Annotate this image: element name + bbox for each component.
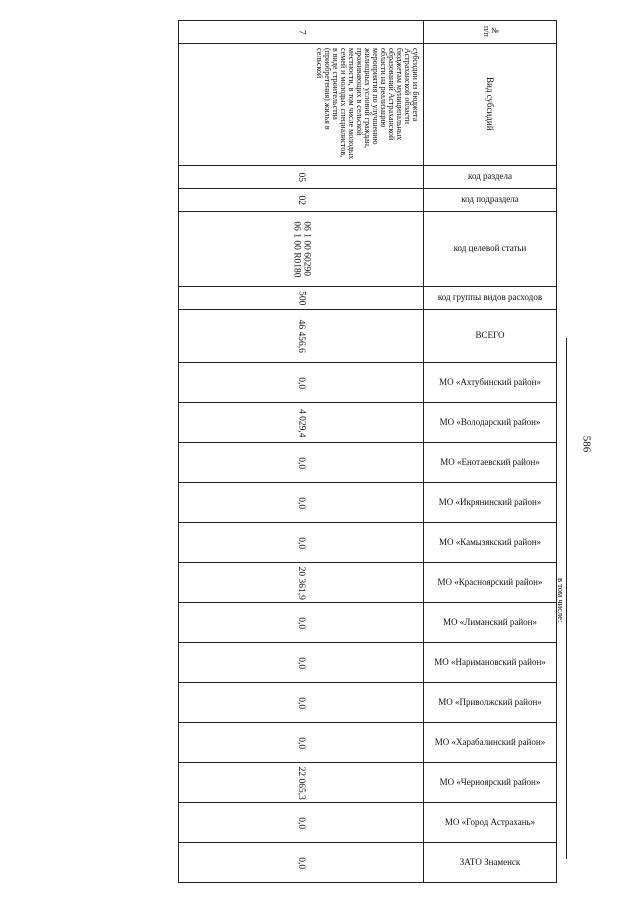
municipality-name: МО «Черноярский район» bbox=[424, 763, 557, 803]
municipality-value: 0,0 bbox=[296, 697, 307, 709]
code-value: 05 bbox=[296, 172, 307, 183]
row-number: 7 bbox=[296, 30, 307, 35]
municipality-name: МО «Володарский район» bbox=[424, 403, 557, 443]
number-header-cell bbox=[424, 21, 557, 44]
including-label: в том числе: bbox=[556, 578, 566, 623]
including-bracket bbox=[556, 338, 567, 859]
municipality-value: 4 029,4 bbox=[296, 408, 307, 438]
municipality-row bbox=[179, 763, 557, 803]
municipality-name: МО «Камызякский район» bbox=[424, 523, 557, 563]
number-abbrev: п/п bbox=[482, 25, 491, 37]
municipality-name: МО «Приволжский район» bbox=[424, 683, 557, 723]
municipality-name: МО «Икрянинский район» bbox=[424, 483, 557, 523]
code-label: код группы видов расходов bbox=[424, 287, 557, 310]
number-symbol: № bbox=[490, 26, 500, 36]
total-row bbox=[179, 310, 557, 363]
municipality-row bbox=[179, 403, 557, 443]
row-number-cell bbox=[179, 21, 424, 44]
municipality-value: 0,0 bbox=[296, 657, 307, 669]
subsidy-table bbox=[178, 20, 557, 883]
municipality-row bbox=[179, 603, 557, 643]
municipality-value: 0,0 bbox=[296, 857, 307, 869]
description-row bbox=[179, 44, 557, 166]
subsidy-kind-header-cell bbox=[424, 44, 557, 166]
municipality-name: ЗАТО Знаменск bbox=[424, 843, 557, 883]
municipality-name: МО «Город Астрахань» bbox=[424, 803, 557, 843]
municipality-value: 0,0 bbox=[296, 457, 307, 469]
municipality-row bbox=[179, 563, 557, 603]
municipality-row bbox=[179, 843, 557, 883]
municipality-row bbox=[179, 643, 557, 683]
municipality-row bbox=[179, 483, 557, 523]
municipality-row bbox=[179, 523, 557, 563]
header-row bbox=[179, 21, 557, 44]
municipality-row bbox=[179, 723, 557, 763]
municipality-value: 0,0 bbox=[296, 537, 307, 549]
code-value-line: 06 1 00 60290 bbox=[301, 220, 312, 276]
description-cell bbox=[179, 44, 424, 166]
municipality-value: 0,0 bbox=[296, 617, 307, 629]
number-header bbox=[482, 26, 499, 37]
code-row bbox=[179, 166, 557, 189]
municipality-row bbox=[179, 803, 557, 843]
municipality-row bbox=[179, 683, 557, 723]
municipality-name: МО «Енотаевский район» bbox=[424, 443, 557, 483]
code-value-line: 06 1 00 R0180 bbox=[291, 220, 301, 278]
municipality-name: МО «Ахтубинский район» bbox=[424, 363, 557, 403]
page-number: 586 bbox=[580, 435, 593, 453]
municipality-value: 22 065,3 bbox=[296, 766, 307, 800]
municipality-value: 0,0 bbox=[296, 497, 307, 509]
municipality-name: МО «Лиманский район» bbox=[424, 603, 557, 643]
subsidy-kind-header: Вид субсидий bbox=[485, 76, 495, 131]
municipality-value: 20 361,9 bbox=[296, 566, 307, 600]
code-value: 02 bbox=[296, 195, 307, 206]
code-row bbox=[179, 287, 557, 310]
municipality-name: МО «Наримановский район» bbox=[424, 643, 557, 683]
code-value: 500 bbox=[296, 291, 307, 306]
total-value: 46 456,6 bbox=[296, 319, 307, 354]
code-row bbox=[179, 189, 557, 212]
municipality-row bbox=[179, 443, 557, 483]
subsidy-description: субсидии из бюджета Астраханской области бюджетам муниципальных образований Астраханской области на реализацию мероприятия по улучшению жилищных условий граждан, проживающих в сельской местности, в том числе молодых семей и молодых специалистов, в виде строительства (приобретения) жилья в сельской bbox=[315, 47, 420, 159]
municipality-name: МО «Харабалинский район» bbox=[424, 723, 557, 763]
code-row bbox=[179, 212, 557, 287]
municipality-row bbox=[179, 363, 557, 403]
total-label: ВСЕГО bbox=[424, 310, 557, 363]
code-label: код подраздела bbox=[424, 189, 557, 212]
municipality-value: 0,0 bbox=[296, 377, 307, 389]
code-label: код целевой статьи bbox=[424, 212, 557, 287]
municipality-value: 0,0 bbox=[296, 817, 307, 829]
municipality-value: 0,0 bbox=[296, 737, 307, 749]
code-value bbox=[291, 221, 312, 277]
municipality-name: МО «Красноярский район» bbox=[424, 563, 557, 603]
code-label: код раздела bbox=[424, 166, 557, 189]
